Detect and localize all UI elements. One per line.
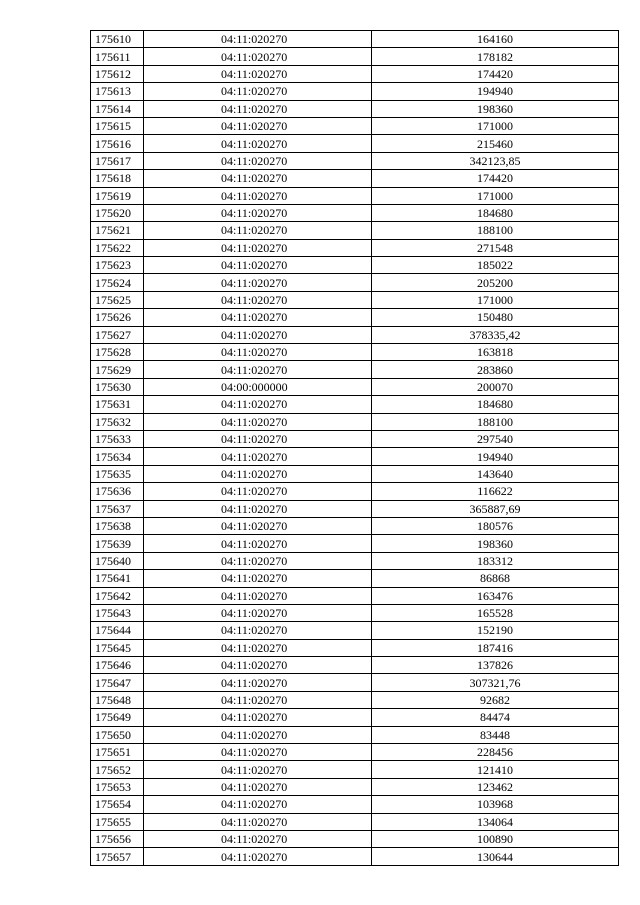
row-id-cell: 175638 xyxy=(91,517,144,534)
row-code-cell: 04:11:020270 xyxy=(144,448,372,465)
table-row xyxy=(91,517,619,534)
table-row xyxy=(91,535,619,552)
table-row xyxy=(91,413,619,430)
row-code-cell: 04:11:020270 xyxy=(144,83,372,100)
row-code-cell: 04:11:020270 xyxy=(144,535,372,552)
row-id-cell: 175610 xyxy=(91,31,144,48)
row-amount-cell: 171000 xyxy=(372,187,619,204)
row-code-cell: 04:11:020270 xyxy=(144,187,372,204)
row-amount-cell: 150480 xyxy=(372,309,619,326)
row-amount-cell: 200070 xyxy=(372,378,619,395)
row-amount-cell: 342123,85 xyxy=(372,152,619,169)
table-row xyxy=(91,257,619,274)
table-body xyxy=(91,31,619,866)
row-amount-cell: 178182 xyxy=(372,48,619,65)
row-amount-cell: 116622 xyxy=(372,483,619,500)
table-row xyxy=(91,152,619,169)
row-id-cell: 175645 xyxy=(91,639,144,656)
row-amount-cell: 271548 xyxy=(372,239,619,256)
table-row xyxy=(91,500,619,517)
row-code-cell: 04:11:020270 xyxy=(144,483,372,500)
row-amount-cell: 137826 xyxy=(372,657,619,674)
row-amount-cell: 198360 xyxy=(372,100,619,117)
row-code-cell: 04:11:020270 xyxy=(144,100,372,117)
row-id-cell: 175615 xyxy=(91,117,144,134)
table-row xyxy=(91,465,619,482)
row-code-cell: 04:11:020270 xyxy=(144,587,372,604)
row-code-cell: 04:11:020270 xyxy=(144,309,372,326)
row-code-cell: 04:11:020270 xyxy=(144,778,372,795)
table-row xyxy=(91,378,619,395)
row-amount-cell: 194940 xyxy=(372,83,619,100)
table-row xyxy=(91,187,619,204)
table-row xyxy=(91,65,619,82)
table-row xyxy=(91,813,619,830)
row-id-cell: 175631 xyxy=(91,396,144,413)
row-id-cell: 175641 xyxy=(91,570,144,587)
row-id-cell: 175646 xyxy=(91,657,144,674)
row-amount-cell: 307321,76 xyxy=(372,674,619,691)
row-code-cell: 04:11:020270 xyxy=(144,413,372,430)
row-amount-cell: 198360 xyxy=(372,535,619,552)
row-id-cell: 175650 xyxy=(91,726,144,743)
row-id-cell: 175653 xyxy=(91,778,144,795)
row-id-cell: 175648 xyxy=(91,691,144,708)
row-id-cell: 175654 xyxy=(91,796,144,813)
row-id-cell: 175627 xyxy=(91,326,144,343)
row-id-cell: 175611 xyxy=(91,48,144,65)
row-code-cell: 04:11:020270 xyxy=(144,744,372,761)
row-amount-cell: 184680 xyxy=(372,396,619,413)
row-amount-cell: 174420 xyxy=(372,170,619,187)
row-amount-cell: 171000 xyxy=(372,291,619,308)
table-row xyxy=(91,483,619,500)
table-row xyxy=(91,326,619,343)
row-amount-cell: 171000 xyxy=(372,117,619,134)
row-amount-cell: 152190 xyxy=(372,622,619,639)
row-id-cell: 175619 xyxy=(91,187,144,204)
row-id-cell: 175647 xyxy=(91,674,144,691)
table-row xyxy=(91,552,619,569)
table-row xyxy=(91,31,619,48)
table-row xyxy=(91,100,619,117)
row-amount-cell: 378335,42 xyxy=(372,326,619,343)
row-amount-cell: 283860 xyxy=(372,361,619,378)
row-code-cell: 04:11:020270 xyxy=(144,396,372,413)
table-row xyxy=(91,744,619,761)
row-id-cell: 175633 xyxy=(91,430,144,447)
table-row xyxy=(91,48,619,65)
row-code-cell: 04:11:020270 xyxy=(144,361,372,378)
table-row xyxy=(91,135,619,152)
row-amount-cell: 92682 xyxy=(372,691,619,708)
row-amount-cell: 184680 xyxy=(372,204,619,221)
table-row xyxy=(91,344,619,361)
row-id-cell: 175635 xyxy=(91,465,144,482)
row-id-cell: 175617 xyxy=(91,152,144,169)
row-code-cell: 04:11:020270 xyxy=(144,291,372,308)
row-id-cell: 175623 xyxy=(91,257,144,274)
row-code-cell: 04:11:020270 xyxy=(144,152,372,169)
table-row xyxy=(91,239,619,256)
row-code-cell: 04:11:020270 xyxy=(144,430,372,447)
row-id-cell: 175616 xyxy=(91,135,144,152)
row-code-cell: 04:11:020270 xyxy=(144,570,372,587)
row-id-cell: 175652 xyxy=(91,761,144,778)
row-amount-cell: 134064 xyxy=(372,813,619,830)
row-code-cell: 04:11:020270 xyxy=(144,622,372,639)
row-id-cell: 175643 xyxy=(91,604,144,621)
row-id-cell: 175622 xyxy=(91,239,144,256)
row-amount-cell: 174420 xyxy=(372,65,619,82)
table-row xyxy=(91,674,619,691)
row-amount-cell: 130644 xyxy=(372,848,619,865)
row-id-cell: 175636 xyxy=(91,483,144,500)
table-row xyxy=(91,448,619,465)
row-code-cell: 04:11:020270 xyxy=(144,761,372,778)
row-id-cell: 175630 xyxy=(91,378,144,395)
row-amount-cell: 163818 xyxy=(372,344,619,361)
row-code-cell: 04:11:020270 xyxy=(144,31,372,48)
row-amount-cell: 100890 xyxy=(372,830,619,847)
row-code-cell: 04:11:020270 xyxy=(144,604,372,621)
row-id-cell: 175621 xyxy=(91,222,144,239)
row-amount-cell: 183312 xyxy=(372,552,619,569)
table-row xyxy=(91,796,619,813)
table-row xyxy=(91,691,619,708)
row-code-cell: 04:00:000000 xyxy=(144,378,372,395)
row-code-cell: 04:11:020270 xyxy=(144,135,372,152)
table-row xyxy=(91,222,619,239)
row-amount-cell: 164160 xyxy=(372,31,619,48)
row-id-cell: 175614 xyxy=(91,100,144,117)
row-code-cell: 04:11:020270 xyxy=(144,796,372,813)
row-code-cell: 04:11:020270 xyxy=(144,465,372,482)
row-amount-cell: 121410 xyxy=(372,761,619,778)
row-code-cell: 04:11:020270 xyxy=(144,500,372,517)
row-code-cell: 04:11:020270 xyxy=(144,691,372,708)
row-id-cell: 175634 xyxy=(91,448,144,465)
row-code-cell: 04:11:020270 xyxy=(144,257,372,274)
table-row xyxy=(91,170,619,187)
row-amount-cell: 228456 xyxy=(372,744,619,761)
row-code-cell: 04:11:020270 xyxy=(144,117,372,134)
row-code-cell: 04:11:020270 xyxy=(144,222,372,239)
row-code-cell: 04:11:020270 xyxy=(144,65,372,82)
row-id-cell: 175618 xyxy=(91,170,144,187)
row-id-cell: 175625 xyxy=(91,291,144,308)
table-row xyxy=(91,570,619,587)
row-amount-cell: 103968 xyxy=(372,796,619,813)
row-amount-cell: 163476 xyxy=(372,587,619,604)
row-id-cell: 175642 xyxy=(91,587,144,604)
row-amount-cell: 165528 xyxy=(372,604,619,621)
row-code-cell: 04:11:020270 xyxy=(144,552,372,569)
row-code-cell: 04:11:020270 xyxy=(144,830,372,847)
row-id-cell: 175656 xyxy=(91,830,144,847)
table-row xyxy=(91,291,619,308)
row-id-cell: 175632 xyxy=(91,413,144,430)
row-code-cell: 04:11:020270 xyxy=(144,326,372,343)
row-amount-cell: 86868 xyxy=(372,570,619,587)
row-code-cell: 04:11:020270 xyxy=(144,170,372,187)
row-id-cell: 175613 xyxy=(91,83,144,100)
table-row xyxy=(91,639,619,656)
row-code-cell: 04:11:020270 xyxy=(144,517,372,534)
row-code-cell: 04:11:020270 xyxy=(144,239,372,256)
table-row xyxy=(91,204,619,221)
table-row xyxy=(91,848,619,865)
table-row xyxy=(91,83,619,100)
row-id-cell: 175640 xyxy=(91,552,144,569)
table-row xyxy=(91,761,619,778)
row-amount-cell: 185022 xyxy=(372,257,619,274)
row-id-cell: 175624 xyxy=(91,274,144,291)
table-row xyxy=(91,396,619,413)
row-id-cell: 175639 xyxy=(91,535,144,552)
data-table xyxy=(90,30,619,866)
row-id-cell: 175644 xyxy=(91,622,144,639)
row-code-cell: 04:11:020270 xyxy=(144,344,372,361)
table-row xyxy=(91,709,619,726)
row-code-cell: 04:11:020270 xyxy=(144,674,372,691)
table-row xyxy=(91,430,619,447)
row-amount-cell: 205200 xyxy=(372,274,619,291)
row-amount-cell: 297540 xyxy=(372,430,619,447)
row-amount-cell: 180576 xyxy=(372,517,619,534)
row-id-cell: 175612 xyxy=(91,65,144,82)
table-row xyxy=(91,361,619,378)
row-code-cell: 04:11:020270 xyxy=(144,204,372,221)
row-code-cell: 04:11:020270 xyxy=(144,813,372,830)
table-row xyxy=(91,830,619,847)
row-id-cell: 175657 xyxy=(91,848,144,865)
row-code-cell: 04:11:020270 xyxy=(144,657,372,674)
row-amount-cell: 365887,69 xyxy=(372,500,619,517)
row-id-cell: 175651 xyxy=(91,744,144,761)
row-amount-cell: 187416 xyxy=(372,639,619,656)
table-row xyxy=(91,622,619,639)
row-amount-cell: 215460 xyxy=(372,135,619,152)
row-id-cell: 175655 xyxy=(91,813,144,830)
row-amount-cell: 123462 xyxy=(372,778,619,795)
row-code-cell: 04:11:020270 xyxy=(144,709,372,726)
row-amount-cell: 143640 xyxy=(372,465,619,482)
row-amount-cell: 83448 xyxy=(372,726,619,743)
row-amount-cell: 84474 xyxy=(372,709,619,726)
table-row xyxy=(91,587,619,604)
table-row xyxy=(91,309,619,326)
row-code-cell: 04:11:020270 xyxy=(144,639,372,656)
table-row xyxy=(91,604,619,621)
row-code-cell: 04:11:020270 xyxy=(144,726,372,743)
table-row xyxy=(91,274,619,291)
row-code-cell: 04:11:020270 xyxy=(144,848,372,865)
row-code-cell: 04:11:020270 xyxy=(144,274,372,291)
row-id-cell: 175629 xyxy=(91,361,144,378)
row-amount-cell: 188100 xyxy=(372,222,619,239)
row-id-cell: 175649 xyxy=(91,709,144,726)
row-id-cell: 175637 xyxy=(91,500,144,517)
table-row xyxy=(91,778,619,795)
table-row xyxy=(91,657,619,674)
table-row xyxy=(91,117,619,134)
row-code-cell: 04:11:020270 xyxy=(144,48,372,65)
row-id-cell: 175620 xyxy=(91,204,144,221)
row-amount-cell: 194940 xyxy=(372,448,619,465)
row-id-cell: 175628 xyxy=(91,344,144,361)
table-row xyxy=(91,726,619,743)
row-amount-cell: 188100 xyxy=(372,413,619,430)
row-id-cell: 175626 xyxy=(91,309,144,326)
